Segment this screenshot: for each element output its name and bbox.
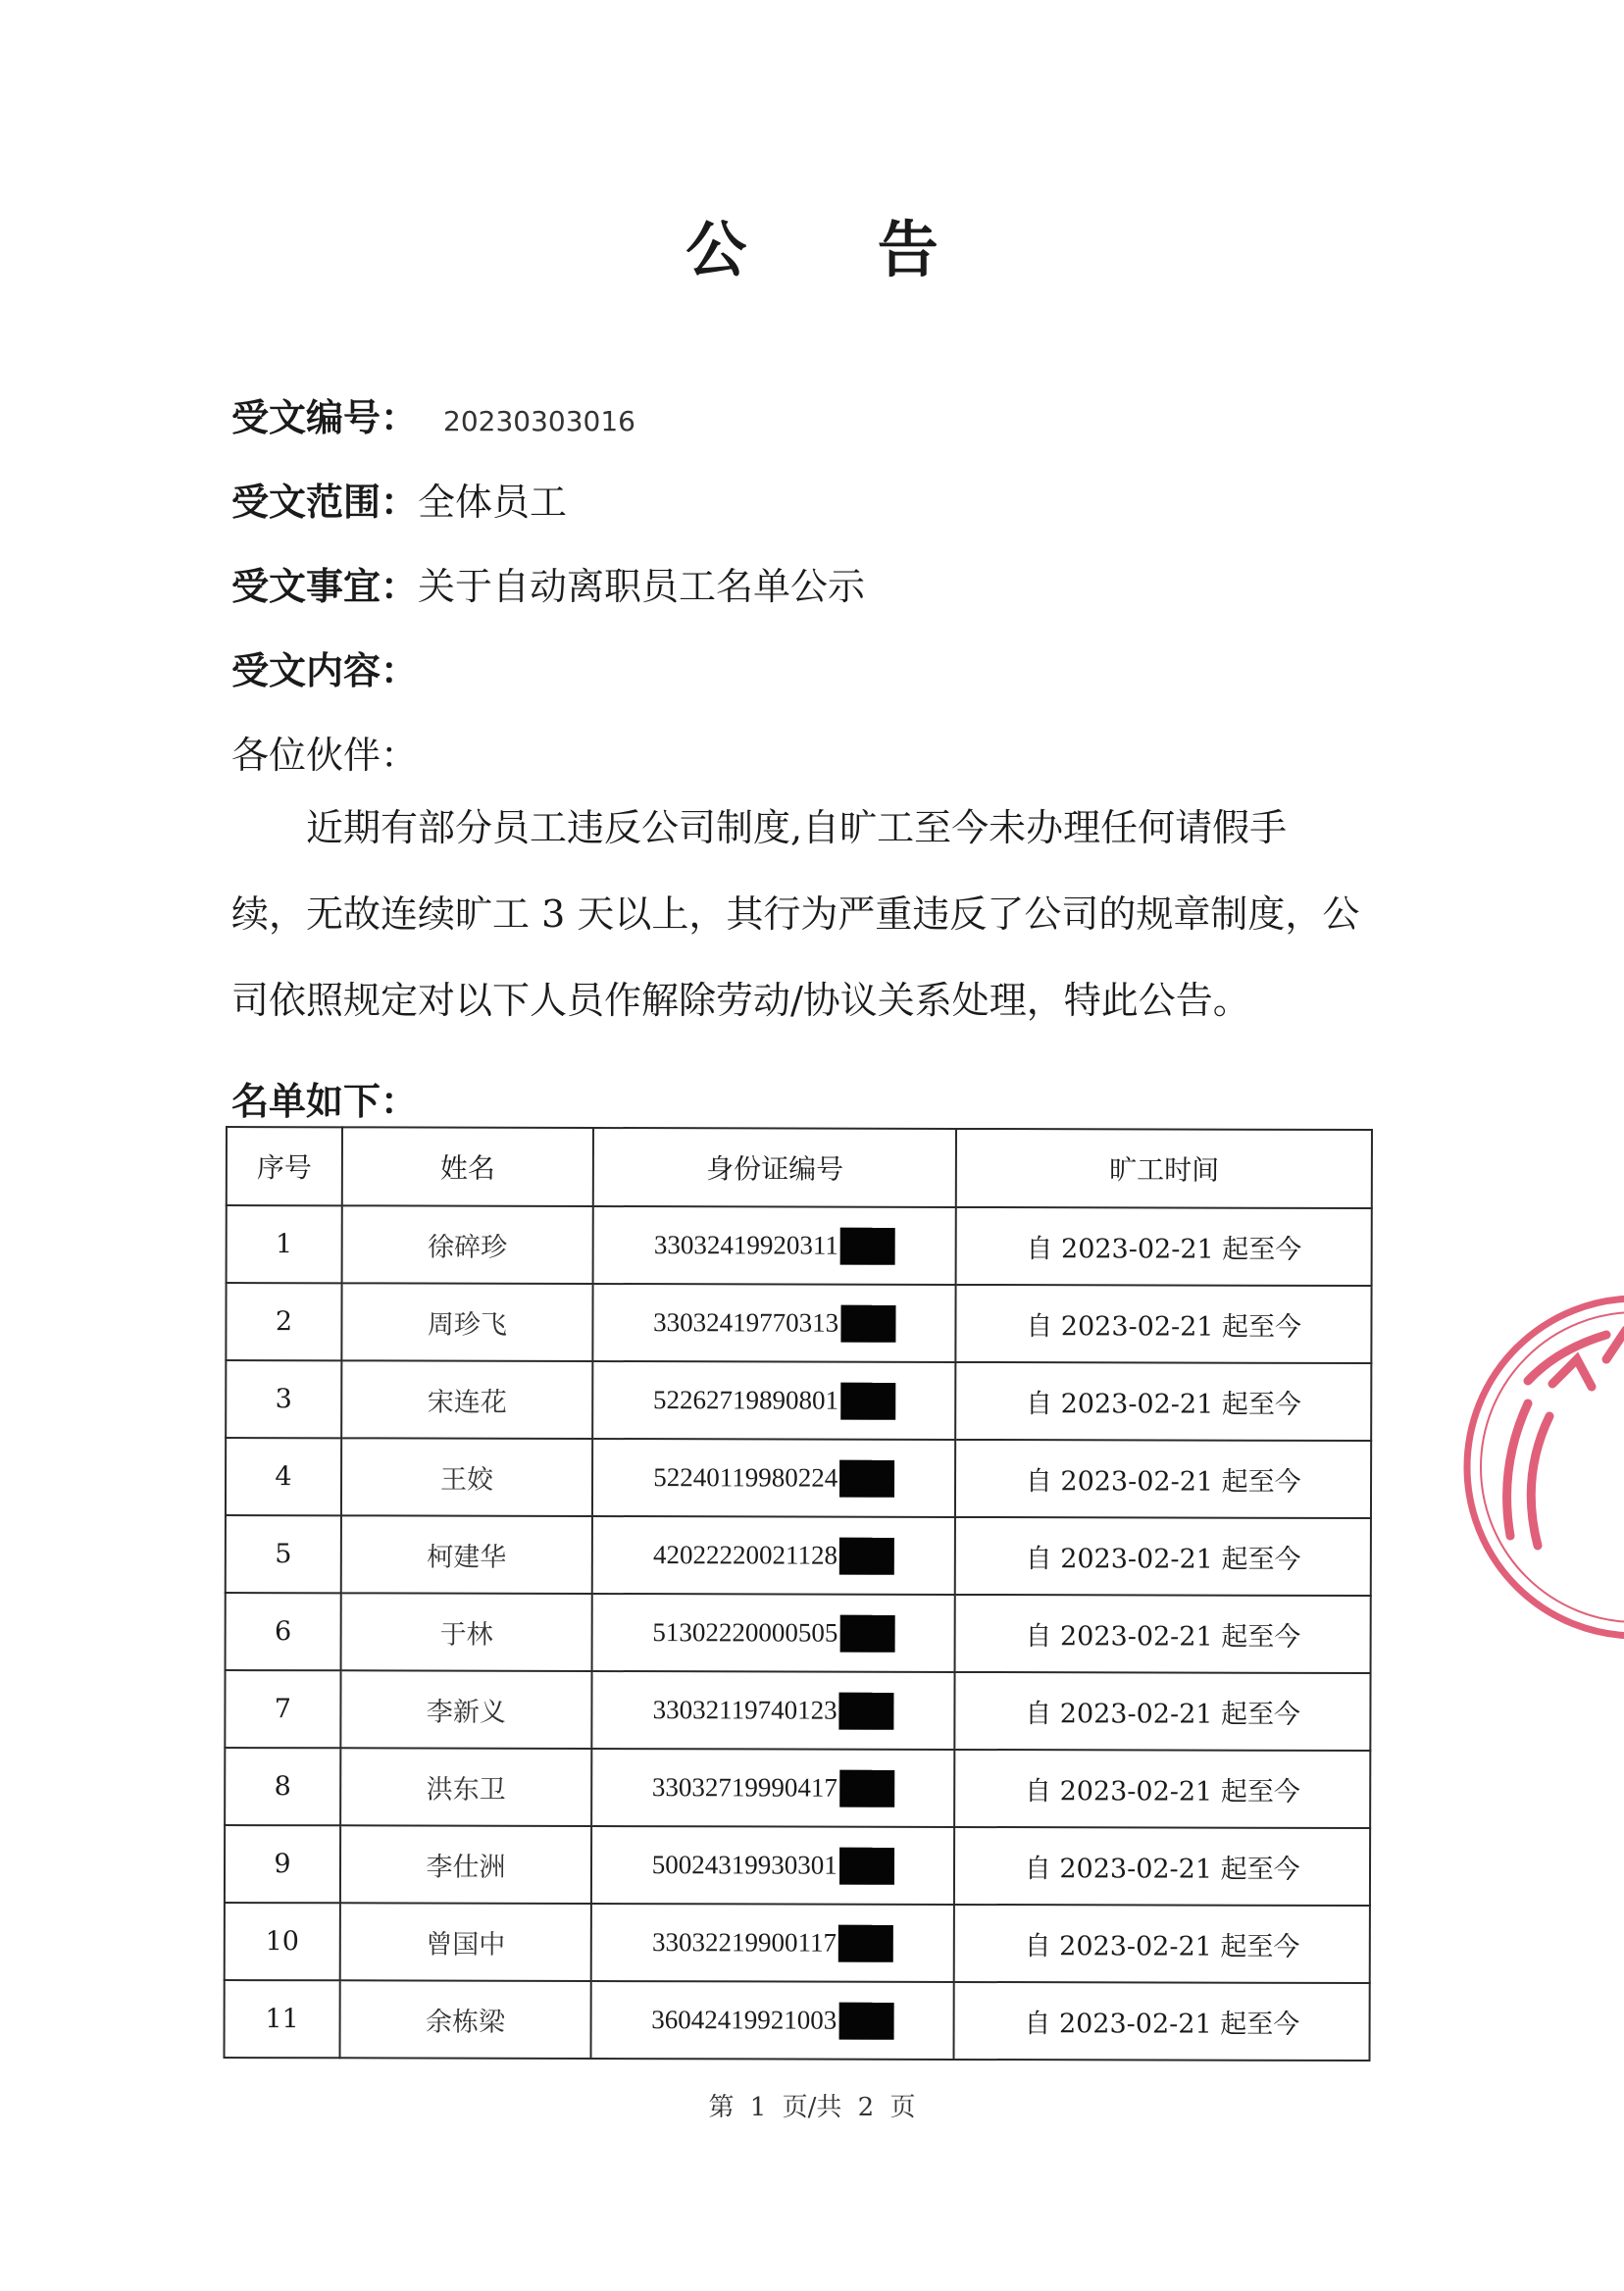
employee-name: 李新义 — [340, 1670, 591, 1749]
paragraph-line-3: 司依照规定对以下人员作解除劳动/协议关系处理，特此公告。 — [231, 979, 1250, 1022]
absence-period: 自 2023-02-21 起至今 — [954, 1982, 1370, 2061]
header-time: 旷工时间 — [956, 1129, 1372, 1208]
id-number: 50024319930301 — [651, 1850, 837, 1880]
table-row — [225, 1825, 1370, 1906]
id-number: 33032219900117 — [651, 1927, 837, 1958]
employee-name: 宋连花 — [341, 1360, 592, 1439]
absence-period: 自 2023-02-21 起至今 — [955, 1595, 1371, 1673]
row-number: 8 — [225, 1748, 340, 1825]
subject-value: 关于自动离职员工名单公示 — [418, 565, 866, 608]
page-footer: 第 1 页/共 2 页 — [708, 2093, 916, 2122]
employee-name: 李仕洲 — [340, 1825, 591, 1904]
redaction-block — [838, 2002, 893, 2039]
employee-name: 徐碎珍 — [342, 1205, 593, 1284]
absence-period: 自 2023-02-21 起至今 — [955, 1517, 1371, 1596]
id-number-cell — [592, 1594, 956, 1672]
employee-name: 曾国中 — [340, 1903, 591, 1981]
row-number: 2 — [226, 1283, 341, 1360]
id-number: 52262719890801 — [652, 1385, 839, 1415]
absence-period: 自 2023-02-21 起至今 — [955, 1440, 1371, 1518]
notice-paragraph — [231, 785, 1379, 1044]
id-number: 51302220000505 — [652, 1617, 838, 1648]
redaction-block — [839, 1769, 894, 1807]
id-number-cell — [591, 1904, 955, 1982]
content-label: 受文内容： — [231, 648, 419, 692]
doc-number-row — [231, 387, 635, 441]
row-number: 5 — [226, 1515, 341, 1593]
id-number-cell — [591, 1826, 955, 1905]
id-number: 36042419921003 — [651, 2005, 837, 2035]
subject-row — [231, 556, 865, 610]
table-row — [225, 1670, 1370, 1751]
greeting — [231, 725, 418, 779]
absence-period: 自 2023-02-21 起至今 — [956, 1362, 1372, 1441]
table-header-row — [227, 1127, 1372, 1208]
absence-period: 自 2023-02-21 起至今 — [954, 1827, 1370, 1906]
header-name: 姓名 — [342, 1127, 593, 1206]
header-no: 序号 — [227, 1127, 342, 1205]
table-row — [225, 1748, 1370, 1828]
table-row — [226, 1515, 1371, 1596]
header-id: 身份证编号 — [593, 1128, 957, 1207]
table-row — [225, 1980, 1370, 2061]
id-number: 52240119980224 — [653, 1462, 838, 1493]
row-number: 9 — [225, 1825, 340, 1903]
doc-number-value: 20230303016 — [443, 405, 635, 437]
redaction-block — [839, 1459, 894, 1497]
id-number: 42022220021128 — [653, 1540, 838, 1570]
id-number: 33032419770313 — [653, 1307, 839, 1338]
id-number-cell — [592, 1516, 956, 1595]
redaction-block — [839, 1847, 894, 1884]
greeting-text: 各位伙伴： — [231, 734, 419, 777]
list-heading: 名单如下： — [231, 1079, 419, 1123]
doc-number-label: 受文编号： — [231, 395, 419, 439]
redaction-block — [839, 1537, 894, 1574]
table-row — [226, 1593, 1371, 1673]
id-number-cell — [591, 1749, 955, 1827]
redaction-block — [840, 1227, 895, 1264]
row-number: 6 — [226, 1593, 341, 1670]
scope-row — [231, 472, 567, 526]
table-row — [227, 1205, 1372, 1286]
id-number-cell — [591, 1671, 955, 1750]
table-row — [225, 1903, 1370, 1983]
subject-label: 受文事宜： — [231, 564, 419, 608]
absence-period: 自 2023-02-21 起至今 — [956, 1207, 1372, 1286]
row-number: 1 — [227, 1205, 342, 1283]
absence-period: 自 2023-02-21 起至今 — [954, 1905, 1370, 1983]
id-number: 33032719990417 — [651, 1772, 837, 1803]
seal-outer-ring — [1467, 1298, 1624, 1636]
absence-period: 自 2023-02-21 起至今 — [955, 1750, 1371, 1828]
employee-name: 洪东卫 — [340, 1748, 591, 1826]
employee-name: 周珍飞 — [341, 1283, 592, 1361]
absence-period: 自 2023-02-21 起至今 — [956, 1285, 1372, 1363]
id-number: 33032119740123 — [652, 1695, 837, 1725]
id-number-cell — [592, 1361, 956, 1440]
scope-label: 受文范围： — [231, 480, 419, 524]
row-number: 4 — [226, 1438, 341, 1515]
page-title: 公 告 — [685, 214, 993, 285]
id-number-cell — [592, 1284, 956, 1362]
id-number-cell — [592, 1439, 956, 1517]
employee-name: 于林 — [340, 1593, 591, 1671]
content-row — [231, 640, 418, 694]
redaction-block — [839, 1614, 894, 1652]
table-row — [226, 1283, 1371, 1363]
redaction-block — [839, 1692, 894, 1729]
employee-name: 余栋梁 — [339, 1980, 590, 2059]
id-number: 33032419920311 — [653, 1230, 838, 1260]
scope-value: 全体员工 — [418, 481, 568, 524]
id-number-cell — [591, 1981, 955, 2060]
row-number: 7 — [225, 1670, 340, 1748]
paragraph-line-2: 续，无故连续旷工 3 天以上，其行为严重违反了公司的规章制度，公 — [231, 892, 1360, 936]
table-row — [226, 1360, 1371, 1441]
redaction-block — [840, 1382, 895, 1419]
employee-table — [224, 1126, 1373, 2062]
employee-name: 王姣 — [341, 1438, 592, 1516]
row-number: 10 — [225, 1903, 340, 1980]
seal-lettering-strokes — [1507, 1330, 1624, 1546]
redaction-block — [838, 1924, 893, 1961]
id-number-cell — [593, 1206, 957, 1285]
table-row — [226, 1438, 1371, 1518]
company-seal-icon — [1459, 1291, 1624, 1644]
paragraph-line-1: 近期有部分员工违反公司制度,自旷工至今未办理任何请假手 — [306, 806, 1288, 849]
row-number: 3 — [226, 1360, 341, 1438]
row-number: 11 — [225, 1980, 340, 2058]
table-body — [225, 1205, 1372, 2061]
redaction-block — [840, 1304, 895, 1342]
absence-period: 自 2023-02-21 起至今 — [955, 1672, 1371, 1751]
employee-name: 柯建华 — [341, 1515, 592, 1594]
